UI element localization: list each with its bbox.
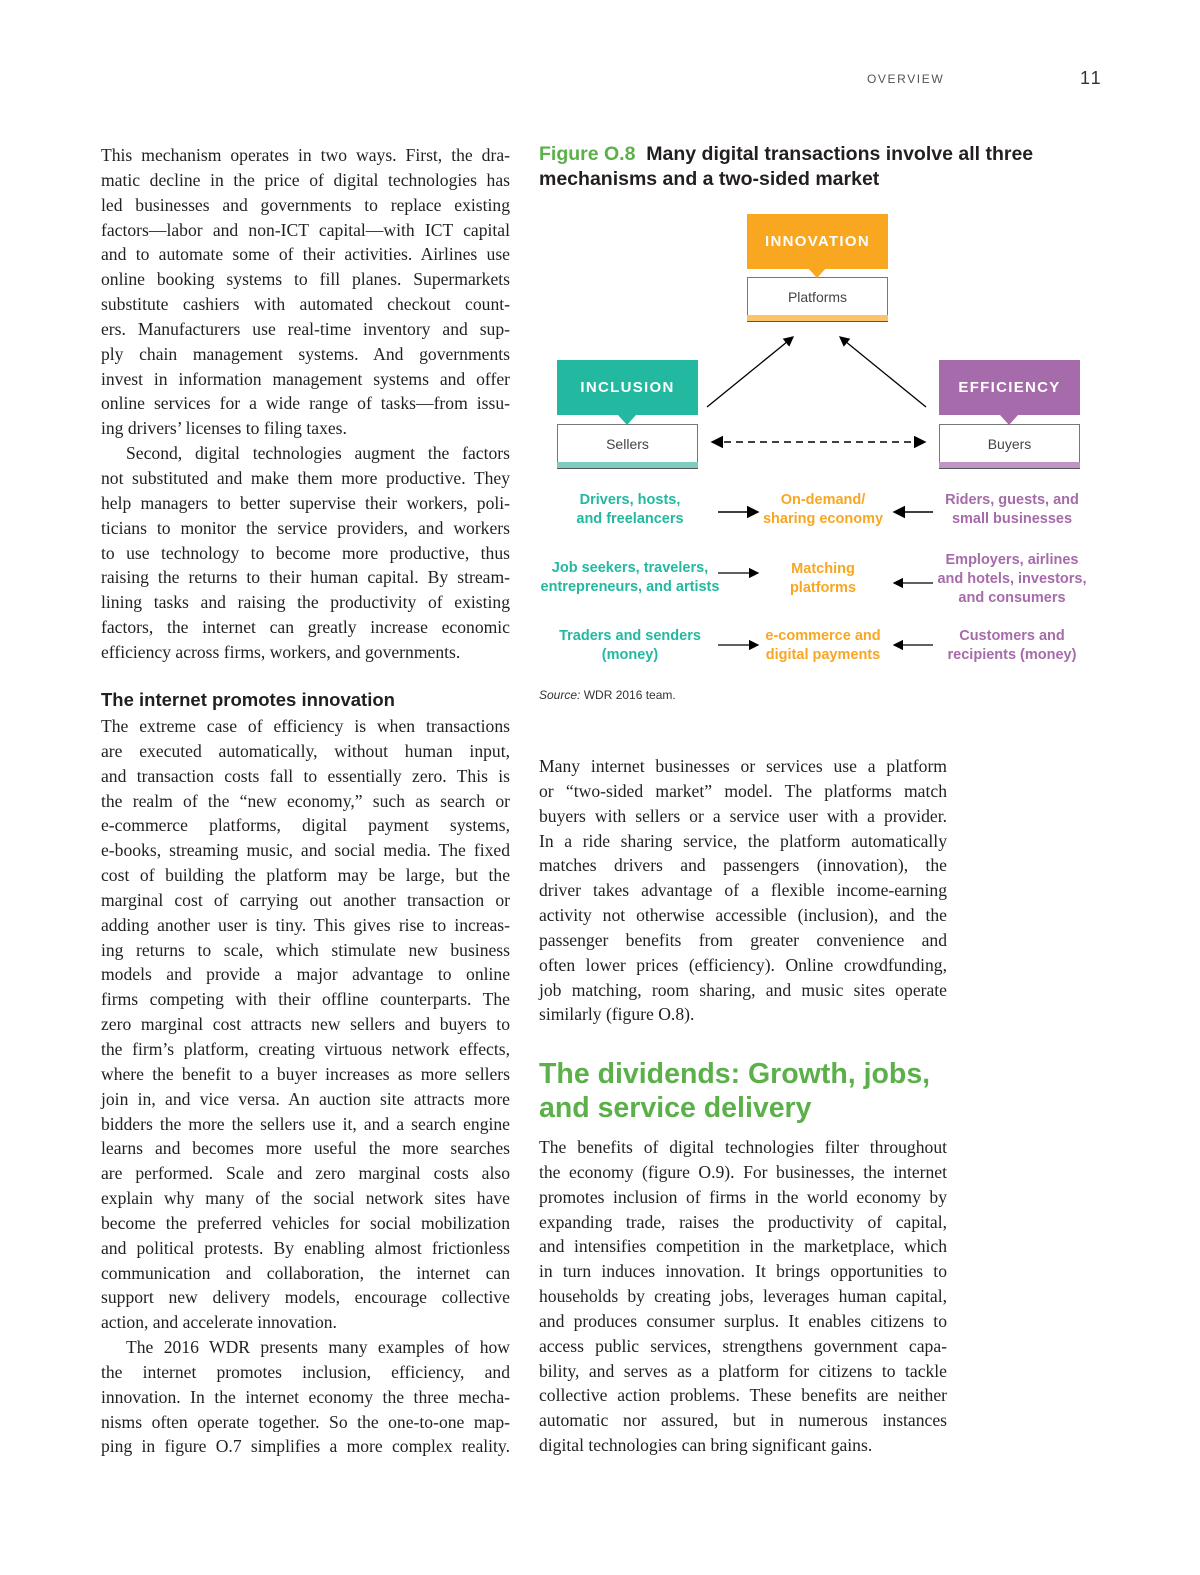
text: Employers, airlines bbox=[945, 552, 1079, 568]
text: small businesses bbox=[951, 511, 1073, 527]
row-left bbox=[535, 627, 725, 665]
text-line: invest in information management systems and offer bbox=[101, 368, 510, 389]
text-line: join in, and vice versa. An auction site attracts more bbox=[101, 1088, 510, 1109]
text-line: substitute cashiers with automated checkout count- bbox=[101, 294, 510, 315]
innovation-header: INNOVATION bbox=[747, 214, 888, 269]
right-column-top bbox=[539, 754, 947, 1027]
text-line: raising the returns to their human capital. By stream- bbox=[101, 567, 510, 588]
row-center bbox=[728, 491, 918, 529]
row-left bbox=[535, 491, 725, 529]
text-line: cost of building the platform may be large, but the bbox=[101, 865, 510, 886]
text-line: help managers to better supervise their workers, poli- bbox=[101, 492, 510, 513]
text-line: Many internet businesses or services use a platform bbox=[539, 756, 947, 776]
figure-caption: Many digital transactions involve all three mechanisms and a two-sided market bbox=[539, 143, 1034, 190]
text-line: ing drivers’ licenses to filing taxes. bbox=[101, 418, 347, 439]
text: Traders and senders bbox=[559, 628, 701, 644]
paragraph bbox=[539, 1135, 947, 1458]
text: Job seekers, travelers, bbox=[551, 560, 709, 576]
text-line: buyers with sellers or a service user with a provider. bbox=[539, 805, 947, 826]
text: Matching bbox=[791, 561, 855, 577]
text-line: In a ride sharing service, the platform automatically bbox=[539, 830, 947, 851]
text: and consumers bbox=[958, 590, 1066, 606]
text: recipients (money) bbox=[947, 647, 1077, 663]
text-line: The 2016 WDR presents many examples of how bbox=[126, 1337, 510, 1358]
text-line: efficiency across firms, workers, and governments. bbox=[101, 641, 461, 662]
heading-line: and service delivery bbox=[539, 1092, 812, 1124]
left-column-bottom bbox=[101, 714, 510, 1459]
text-line: This mechanism operates in two ways. First, the dra- bbox=[101, 145, 510, 165]
text-line: factors—labor and non-ICT capital—with ICT capital bbox=[101, 219, 510, 240]
text-line: or “two-sided market” model. The platforms match bbox=[539, 780, 947, 801]
row-left bbox=[535, 559, 725, 597]
text: sharing economy bbox=[762, 511, 884, 527]
paragraph bbox=[101, 714, 510, 1335]
text-line: collective action problems. These benefits are neither bbox=[539, 1385, 947, 1406]
efficiency-sub: Buyers bbox=[987, 436, 1032, 452]
text-line: ticians to monitor the service providers, and workers bbox=[101, 517, 510, 538]
text-line: communication and collaboration, the internet can bbox=[101, 1262, 510, 1283]
right-column-bottom bbox=[539, 1135, 947, 1458]
text-line: online booking systems to fill planes. Supermarkets bbox=[101, 269, 510, 290]
text-line: access public services, strengthens government capa- bbox=[539, 1335, 947, 1356]
inclusion-header: INCLUSION bbox=[557, 360, 698, 415]
text-line: driver takes advantage of a flexible income-earning bbox=[539, 880, 947, 901]
text-line: not substituted and make them more productive. They bbox=[101, 467, 510, 488]
text-line: bility, and serves as a platform for citizens to tackle bbox=[539, 1360, 947, 1381]
running-head: OVERVIEW bbox=[867, 72, 945, 86]
text: and freelancers bbox=[576, 511, 684, 527]
text-line: are executed automatically, without human input, bbox=[101, 740, 510, 761]
text-line: promotes inclusion of firms in the world economy by bbox=[539, 1186, 947, 1207]
page-number: 11 bbox=[1080, 68, 1103, 88]
inclusion-sub: Sellers bbox=[606, 436, 649, 452]
text-line: similarly (figure O.8). bbox=[539, 1004, 695, 1025]
text: Drivers, hosts, bbox=[579, 492, 681, 508]
text-line: matic decline in the price of digital technologies has bbox=[101, 169, 510, 190]
text-line: nisms often operate together. So the one-to-one map- bbox=[101, 1411, 510, 1432]
text-line: households by creating jobs, leverages human capital, bbox=[539, 1286, 947, 1307]
text-line: adding another user is tiny. This gives rise to increas- bbox=[101, 914, 510, 935]
efficiency-header: EFFICIENCY bbox=[939, 360, 1080, 415]
text-line: and intensifies competition in the marketplace, which bbox=[539, 1236, 947, 1257]
text-line: The benefits of digital technologies filter throughout bbox=[539, 1137, 947, 1157]
text: On-demand/ bbox=[780, 492, 866, 508]
text: digital payments bbox=[765, 647, 881, 663]
source-label: Source: bbox=[539, 688, 581, 702]
text-line: led businesses and governments to replace existing bbox=[101, 194, 510, 215]
text-line: and produces consumer surplus. It enables citizens to bbox=[539, 1310, 947, 1331]
row-center bbox=[728, 560, 918, 598]
section-heading bbox=[539, 1057, 930, 1125]
text-line: firms competing with their offline counterparts. The bbox=[101, 989, 510, 1010]
text-line: job matching, room sharing, and music sites operate bbox=[539, 979, 947, 1000]
text-line: The extreme case of efficiency is when transactions bbox=[101, 716, 510, 736]
text: Riders, guests, and bbox=[945, 492, 1079, 508]
innovation-sub: Platforms bbox=[787, 289, 848, 305]
text-line: Second, digital technologies augment the factors bbox=[126, 443, 510, 464]
text-line: matches drivers and passengers (innovation), the bbox=[539, 855, 947, 876]
text-line: e-books, streaming music, and social media. The fixed bbox=[101, 840, 510, 861]
arrow-icon bbox=[840, 337, 926, 407]
text-line: action, and accelerate innovation. bbox=[101, 1312, 337, 1333]
text-line: ing returns to scale, which stimulate new business bbox=[101, 939, 510, 960]
text-line: and to automate some of their activities. Airlines use bbox=[101, 244, 510, 265]
text-line: in turn induces innovation. It brings opportunities to bbox=[539, 1261, 947, 1282]
text-line: digital technologies can bring significant gains. bbox=[539, 1435, 873, 1456]
text-line: the economy (figure O.9). For businesses, the internet bbox=[539, 1161, 947, 1182]
text: entrepreneurs, and artists bbox=[540, 579, 720, 595]
row-right bbox=[917, 551, 1107, 608]
row-right bbox=[917, 627, 1107, 665]
figure-source bbox=[539, 688, 676, 702]
paragraph bbox=[101, 1335, 510, 1459]
text-line: models and provide a major advantage to online bbox=[101, 964, 510, 985]
arrow-icon bbox=[707, 337, 793, 407]
text-line: factors, the internet can greatly increase economic bbox=[101, 617, 510, 638]
text: e-commerce and bbox=[765, 628, 881, 644]
source-text: WDR 2016 team. bbox=[583, 688, 676, 702]
text-line: and political protests. By enabling almost frictionless bbox=[101, 1237, 510, 1258]
text-line: support new delivery models, encourage collective bbox=[101, 1287, 510, 1308]
text-line: often lower prices (efficiency). Online crowdfunding, bbox=[539, 954, 947, 975]
text-line: passenger benefits from greater convenience and bbox=[539, 929, 947, 950]
text-line: to use technology to become more productive, thus bbox=[101, 542, 510, 563]
heading-line: The dividends: Growth, jobs, bbox=[539, 1058, 931, 1090]
text-line: explain why many of the social network sites have bbox=[101, 1188, 510, 1209]
text-line: online services for a wide range of tasks—from issu- bbox=[101, 393, 510, 414]
text-line: the firm’s platform, creating virtuous network effects, bbox=[101, 1038, 510, 1059]
row-center bbox=[728, 627, 918, 665]
text: Customers and bbox=[959, 628, 1065, 644]
text-line: the realm of the “new economy,” such as search or bbox=[101, 790, 510, 811]
text-line: innovation. In the internet economy the three mecha- bbox=[101, 1386, 510, 1407]
text-line: are performed. Scale and zero marginal costs also bbox=[101, 1163, 510, 1184]
text: (money) bbox=[601, 647, 659, 663]
section-heading: The internet promotes innovation bbox=[101, 689, 395, 710]
text: and hotels, investors, bbox=[937, 571, 1087, 587]
paragraph bbox=[539, 754, 947, 1027]
text-line: e-commerce platforms, digital payment systems, bbox=[101, 815, 510, 836]
text-line: zero marginal cost attracts new sellers and buyers to bbox=[101, 1014, 510, 1035]
text-line: lining tasks and raising the productivity of existing bbox=[101, 592, 510, 613]
text-line: activity not otherwise accessible (inclusion), and the bbox=[539, 905, 947, 926]
row-right bbox=[917, 491, 1107, 529]
text-line: ply chain management systems. And governments bbox=[101, 343, 510, 364]
text-line: automatic nor assured, but in numerous instances bbox=[539, 1410, 947, 1431]
text-line: expanding trade, raises the productivity of capital, bbox=[539, 1211, 947, 1232]
text: platforms bbox=[789, 580, 857, 596]
text-line: learns and becomes more useful the more searches bbox=[101, 1138, 510, 1159]
text-line: the internet promotes inclusion, efficiency, and bbox=[101, 1361, 510, 1382]
text-line: marginal cost of carrying out another transaction or bbox=[101, 889, 510, 910]
text-line: bidders the more the sellers use it, and a search engine bbox=[101, 1113, 510, 1134]
text-line: and transaction costs fall to essentially zero. This is bbox=[101, 765, 510, 786]
figure-label: Figure O.8 bbox=[539, 143, 636, 165]
text-line: where the benefit to a buyer increases as more sellers bbox=[101, 1063, 510, 1084]
text-line: become the preferred vehicles for social mobilization bbox=[101, 1212, 510, 1233]
text-line: ping in figure O.7 simplifies a more complex reality. bbox=[101, 1436, 510, 1457]
text-line: ers. Manufacturers use real-time inventory and sup- bbox=[101, 318, 510, 339]
